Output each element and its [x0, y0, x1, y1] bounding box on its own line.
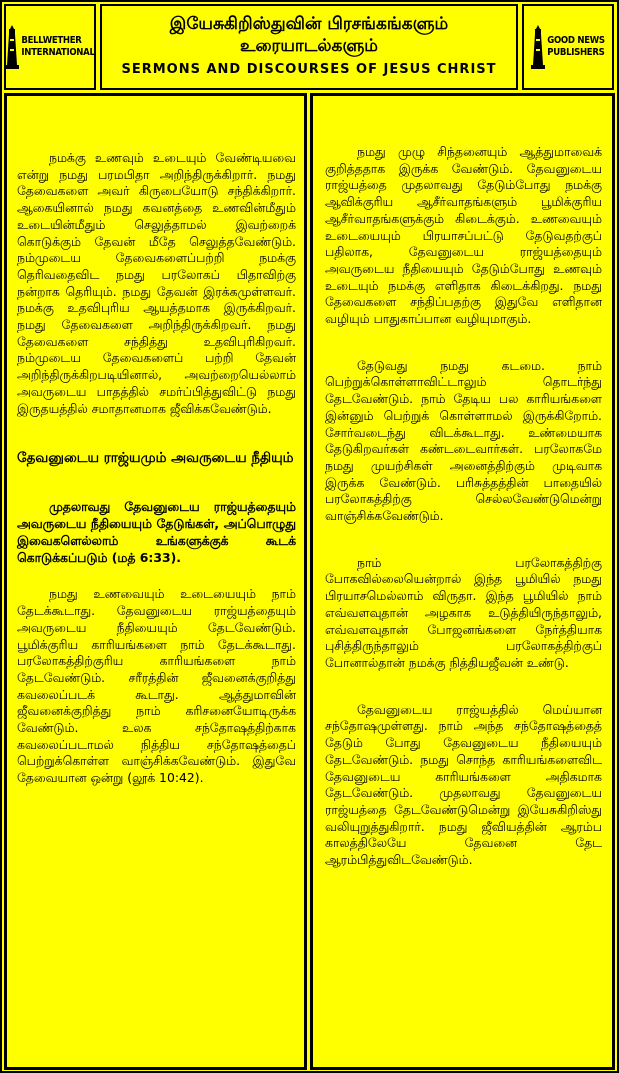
right-logo-line1: GOOD NEWS — [547, 35, 605, 46]
good-news-logo — [522, 4, 614, 90]
lighthouse-icon — [531, 25, 545, 69]
left-paragraph-2: நமது உணவையும் உடையையும் நாம் தேடக்கூடாது. தேவனுடைய ராஜ்யத்தையும் அவருடைய நீதியையும் தேடவேண்டும். பூமிக்குரிய காரியங்களை நாம் தேடக்கூடாது. பரலோகத்திற்குரிய காரியங்களை நாம் தேடவேண்டும். சரீரத்தின் ஜீவனைக்குறித்து கவலைப்படக் கூடாது. ஆத்துமாவின் ஜீவனைக்குறித்து நாம் கரிசனையோடிருக்க வேண்டும். உலக சந்தோஷத்திற்காக கவலைப்படாமல் நித்திய சந்தோஷத்தைப் பெற்றுக்கொள்ள வாஞ்சிக்கவேண்டும். இதுவே தேவையான ஒன்று (லூக் 10:42). — [17, 586, 296, 786]
bellwether-logo — [4, 4, 96, 90]
right-paragraph-3: நாம் பரலோகத்திற்கு போகவில்லையென்றால் இந்த பூமியில் நமது பிரயாசமெல்லாம் விருதா. இந்த பூமியில் நாம் எவ்வளவுதான் அழகாக உடுத்தியிருந்தாலும், எவ்வளவுதான் போஜனங்களை நேர்த்தியாக புசித்திருந்தாலும் பரலோகத்திற்குப் போனால்தான் நமக்கு நித்தியஜீவன் உண்டு. — [325, 554, 602, 670]
title-tamil-line1: இயேசுகிறிஸ்துவின் பிரசங்கங்களும் — [169, 14, 449, 34]
title-tamil-line2: உரையாடல்களும் — [240, 36, 378, 56]
right-paragraph-1: நமது முழு சிந்தனையும் ஆத்துமாவைக் குறித்ததாக இருக்க வேண்டும். தேவனுடைய ராஜ்யத்தை முதலாவது தேடும்போது நமக்கு ஆவிக்குரிய ஆசீர்வாதங்களும் பூமிக்குரிய ஆசீர்வாதங்களுக்கும் கிடைக்கும். உணவையும் உடையையும் பிரயாசப்பட்டு தேடுவதற்குப் பதிலாக, தேவனுடைய ராஜ்யத்தையும் அவருடைய நீதியையும் தேடும்போது உணவும் உடையும் நமக்கு எளிதாக கிடைக்கிறது. நமது தேவைகளை சந்திப்பதற்கு இதுவே எளிதான வழியும் பாதுகாப்பான வழியுமாகும். — [325, 144, 602, 327]
left-logo-line1: BELLWETHER — [21, 35, 82, 46]
lighthouse-icon — [5, 25, 19, 69]
scripture-verse: முதலாவது தேவனுடைய ராஜ்யத்தையும் அவருடைய நீதியையும் தேடுங்கள், அப்பொழுது இவைகளெல்லாம் உங்களுக்குக் கூடக் கொடுக்கப்படும் (மத் 6:33). — [17, 499, 296, 565]
left-paragraph-1: நமக்கு உணவும் உடையும் வேண்டியவை என்று நமது பரமபிதா அறிந்திருக்கிறார். நமது தேவைகளை அவர் கிருபையோடு சந்திக்கிறார். ஆகையினால் நமது கவனத்தை உணவின்மீதும் உடையின்மீதும் செலுத்தாமல் இவற்றைக் கொடுக்கும் தேவன் மீதே செலுத்தவேண்டும். நம்முடைய தேவைகளைப்பற்றி நமக்கு தெரிவதைவிட நமது பரலோகப் பிதாவிற்கு நன்றாக தெரியும். நமது தேவன் இரக்கமுள்ளவர். நமக்கு உதவிபுரிய ஆயத்தமாக இருக்கிறவர். நமது தேவைகளை அறிந்திருக்கிறவர். நமது தேவைகளை சந்தித்து உதவிபுரிகிறவர். நம்முடைய தேவைகளைப் பற்றி தேவன் அறிந்திருக்கிறபடியினால், அவற்றையெல்லாம் அவருடைய பாதத்தில் சமர்ப்பித்துவிட்டு நமது இருதயத்தில் சமாதானமாக ஜீவிக்கவேண்டும். — [17, 150, 296, 416]
right-paragraph-2: தேடுவது நமது கடமை. நாம் பெற்றுக்கொள்ளாவிட்டாலும் தொடர்ந்து தேடவேண்டும். நாம் தேடிய பல காரியங்களை இன்னும் பெற்றுக் கொள்ளாமல் இருக்கிறோம். சோர்வடைந்து விடக்கூடாது. உண்மையாக தேடுகிறவர்கள் கண்டடைவார்கள். பரலோகமே நமது முயற்சிகள் அனைத்திற்கும் முடிவாக இருக்க வேண்டும். பரிசுத்தத்தின் பாதையில் பரலோகத்திற்கு செல்லவேண்டுமென்று வாஞ்சிக்கவேண்டும். — [325, 357, 602, 524]
title-english: SERMONS AND DISCOURSES OF JESUS CHRIST — [121, 62, 497, 77]
section-heading: தேவனுடைய ராஜ்யமும் அவருடைய நீதியும் — [17, 450, 294, 467]
left-column — [4, 93, 307, 1070]
title-banner — [100, 4, 518, 90]
left-logo-line2: INTERNATIONAL — [21, 47, 95, 58]
right-column — [310, 93, 615, 1070]
right-logo-line2: PUBLISHERS — [547, 47, 605, 58]
right-paragraph-4: தேவனுடைய ராஜ்யத்தில் மெய்யான சந்தோஷமுள்ளது. நாம் அந்த சந்தோஷத்தைத் தேடும் போது தேவனுடைய நீதியையும் தேடவேண்டும். நமது சொந்த காரியங்களைவிட தேவனுடைய காரியங்களை அதிகமாக தேடவேண்டும். முதலாவது தேவனுடைய ராஜ்யத்தை தேடவேண்டுமென்று இயேசுகிறிஸ்து வலியுறுத்துகிறார். நமது ஜீவியத்தின் ஆரம்ப காலத்திலேயே தேவனை தேட ஆரம்பித்துவிடவேண்டும். — [325, 701, 602, 868]
